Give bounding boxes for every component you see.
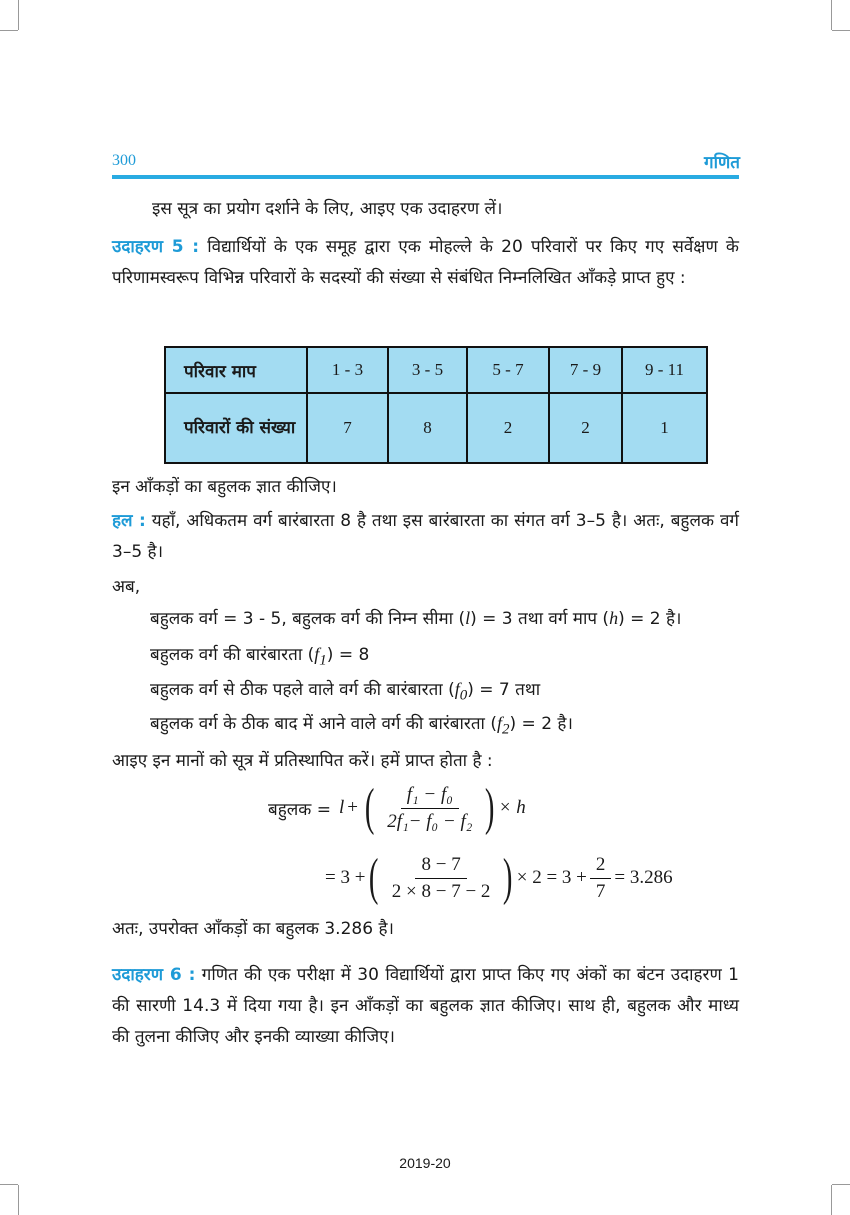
intro-text: इस सूत्र का प्रयोग दर्शाने के लिए, आइए एक उदाहरण लें। <box>152 199 503 219</box>
formula-lhs: बहुलक = <box>268 799 331 820</box>
line-text: बहुलक वर्ग की बारंबारता ( <box>150 645 315 665</box>
page-number: 300 <box>112 152 136 169</box>
crop-mark <box>832 30 850 31</box>
table-row-header: परिवारों की संख्या <box>165 393 307 463</box>
table-row <box>165 393 707 463</box>
solution-line-2 <box>150 642 369 670</box>
var-l: l <box>465 608 471 628</box>
left-paren: ( <box>369 849 379 906</box>
table-cell: 1 - 3 <box>307 347 388 393</box>
crop-mark <box>831 0 832 30</box>
solution-text: यहाँ, अधिकतम वर्ग बारंबारता 8 है तथा इस बारंबारता का संगत वर्ग 3–5 है। अतः, बहुलक वर्ग 3–5 है। <box>112 511 739 562</box>
fraction-denominator: 2 × 8 − 7 − 2 <box>391 880 491 902</box>
header-rule <box>112 175 739 179</box>
solution-paragraph <box>112 506 739 568</box>
var-f0: $f_0$ <box>454 679 468 704</box>
question-text: इन आँकड़ों का बहुलक ज्ञात कीजिए। <box>112 477 337 497</box>
line-text: ) = 3 तथा वर्ग माप ( <box>470 609 610 629</box>
line-text: बहुलक वर्ग = 3 - 5, बहुलक वर्ग की निम्न सीमा ( <box>150 609 466 629</box>
table-cell: 2 <box>467 393 549 463</box>
fraction-denominator: 7 <box>595 880 606 902</box>
mode-formula <box>268 779 526 836</box>
example6-label: उदाहरण 6 : <box>112 965 196 985</box>
table-row <box>165 347 707 393</box>
table-cell: 5 - 7 <box>467 347 549 393</box>
family-size-table <box>164 346 708 464</box>
fraction-numerator: 8 − 7 <box>415 854 466 879</box>
footer-year: 2019-20 <box>399 1155 451 1171</box>
ab-text: अब, <box>112 577 141 597</box>
crop-mark <box>18 0 19 30</box>
table-cell: 9 - 11 <box>622 347 707 393</box>
fraction-numerator: 2 <box>590 854 612 879</box>
right-paren: ) <box>485 779 495 836</box>
fraction-numerator: f₁ − f₀ <box>401 784 459 809</box>
example6-text: गणित की एक परीक्षा में 30 विद्यार्थियों द्वारा प्राप्त किए गए अंकों का बंटन उदाहरण 1 की सारणी 14.3 में दिया गया है। इन आँकड़ों का बहुलक ज्ञात कीजिए। साथ ही, बहुलक और माध्य की तुलना कीजिए और इनकी व्याख्या कीजिए। <box>112 965 739 1047</box>
right-paren: ) <box>503 849 513 906</box>
fraction-denominator: 2f₁− f₀ − f₂ <box>387 810 473 832</box>
substitute-text: आइए इन मानों को सूत्र में प्रतिस्थापित करें। हमें प्राप्त होता है : <box>112 751 493 771</box>
subject-title: गणित <box>704 153 740 173</box>
crop-mark <box>832 1184 850 1185</box>
example5-paragraph <box>112 232 739 294</box>
crop-mark <box>0 1184 18 1185</box>
example6-paragraph <box>112 960 739 1053</box>
calc-mid: × 2 = 3 + <box>516 867 587 888</box>
table-cell: 7 - 9 <box>549 347 622 393</box>
calc-result: = 3.286 <box>614 867 673 888</box>
table-cell: 2 <box>549 393 622 463</box>
table-cell: 3 - 5 <box>388 347 467 393</box>
table-cell: 7 <box>307 393 388 463</box>
example5-label: उदाहरण 5 : <box>112 237 200 257</box>
calc-start: = 3 + <box>325 867 366 888</box>
example5-text: विद्यार्थियों के एक समूह द्वारा एक मोहल्ले के 20 परिवारों पर किए गए सर्वेक्षण के परिणामस्वरूप विभिन्न परिवारों के सदस्यों की संख्या से संबंधित निम्नलिखित आँकड़े प्राप्त हुए : <box>112 237 739 288</box>
solution-line-4 <box>150 711 573 739</box>
crop-mark <box>831 1185 832 1215</box>
line-text: ) = 2 है। <box>509 714 573 734</box>
plus-sign: + <box>347 797 358 818</box>
crop-mark <box>0 30 18 31</box>
var-f1: $f_1$ <box>314 644 327 669</box>
mode-calculation <box>325 849 673 906</box>
calc-fraction <box>386 854 497 903</box>
times-h: × h <box>498 797 526 818</box>
var-f2: $f_2$ <box>497 713 510 738</box>
calc-fraction-2 <box>590 854 612 903</box>
line-text: ) = 8 <box>326 645 370 665</box>
solution-line-3 <box>150 677 540 705</box>
left-paren: ( <box>364 779 375 836</box>
line-text: ) = 7 तथा <box>467 680 541 700</box>
formula-fraction <box>381 784 478 833</box>
line-text: बहुलक वर्ग से ठीक पहले वाले वर्ग की बारंबारता ( <box>150 680 455 700</box>
conclusion-text: अतः, उपरोक्त आँकड़ों का बहुलक 3.286 है। <box>112 919 394 939</box>
table-cell: 8 <box>388 393 467 463</box>
var-h: h <box>609 608 619 628</box>
solution-label: हल : <box>112 511 146 531</box>
line-text: ) = 2 है। <box>618 609 682 629</box>
solution-line-1 <box>150 606 681 629</box>
line-text: बहुलक वर्ग के ठीक बाद में आने वाले वर्ग की बारंबारता ( <box>150 714 497 734</box>
crop-mark <box>18 1185 19 1215</box>
var-l: l <box>338 797 345 818</box>
table-row-header: परिवार माप <box>165 347 307 393</box>
table-cell: 1 <box>622 393 707 463</box>
